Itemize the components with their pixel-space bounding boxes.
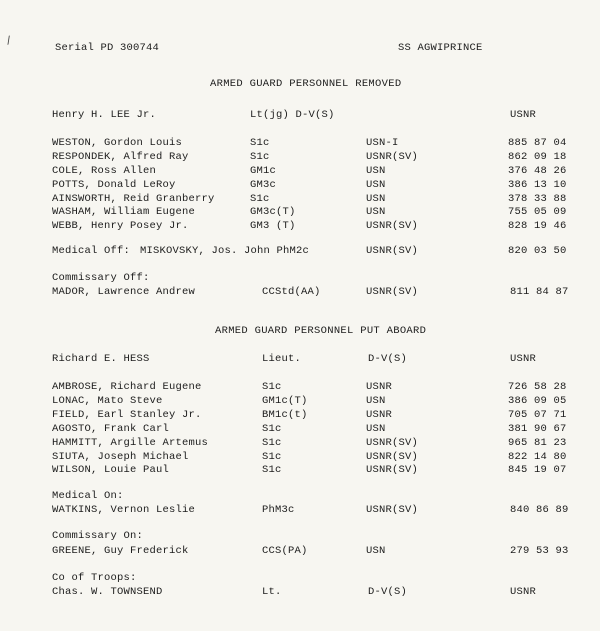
aboard-medical-branch: USNR(SV) [366, 504, 419, 516]
aboard-officer-branch: D-V(S) [368, 353, 408, 365]
crew-name: RESPONDEK, Alfred Ray [52, 151, 189, 163]
crew-serial: 862 09 18 [508, 151, 567, 163]
removed-commissary-name: MADOR, Lawrence Andrew [52, 286, 196, 298]
crew-branch: USN [366, 395, 386, 407]
crew-serial: 705 07 71 [508, 409, 567, 421]
aboard-commissary-branch: USN [366, 545, 386, 557]
removed-officer-serial: USNR [510, 109, 537, 121]
troops-branch: D-V(S) [368, 586, 408, 598]
removed-commissary-rank: CCStd(AA) [262, 286, 321, 298]
crew-branch: USN [366, 423, 386, 435]
crew-name: SIUTA, Joseph Michael [52, 451, 189, 463]
crew-name: WESTON, Gordon Louis [52, 137, 183, 149]
crew-serial: 965 81 23 [508, 437, 567, 449]
crew-name: WILSON, Louie Paul [52, 464, 170, 476]
crew-branch: USNR(SV) [366, 437, 419, 449]
serial-number: Serial PD 300744 [55, 42, 160, 54]
aboard-officer-serial: USNR [510, 353, 537, 365]
crew-name: WEBB, Henry Posey Jr. [52, 220, 189, 232]
crew-serial: 386 09 05 [508, 395, 567, 407]
crew-name: AGOSTO, Frank Carl [52, 423, 170, 435]
crew-rank: S1c [262, 381, 282, 393]
removed-officer-rank: Lt(jg) D-V(S) [250, 109, 335, 121]
troops-serial: USNR [510, 586, 537, 598]
aboard-commissary-rank: CCS(PA) [262, 545, 308, 557]
aboard-commissary-serial: 279 53 93 [510, 545, 569, 557]
troops-name: Chas. W. TOWNSEND [52, 586, 163, 598]
crew-rank: GM3c(T) [250, 206, 296, 218]
crew-branch: USNR [366, 409, 393, 421]
aboard-medical-label: Medical On: [52, 490, 124, 502]
crew-rank: GM3c [250, 179, 277, 191]
crew-name: HAMMITT, Argille Artemus [52, 437, 209, 449]
removed-medical-name: MISKOVSKY, Jos. John PhM2c [140, 245, 310, 257]
removed-medical-branch: USNR(SV) [366, 245, 419, 257]
crew-rank: S1c [262, 423, 282, 435]
crew-branch: USN [366, 206, 386, 218]
crew-serial: 755 05 09 [508, 206, 567, 218]
crew-name: FIELD, Earl Stanley Jr. [52, 409, 202, 421]
crew-name: WASHAM, William Eugene [52, 206, 196, 218]
aboard-medical-name: WATKINS, Vernon Leslie [52, 504, 196, 516]
removed-medical-serial: 820 03 50 [508, 245, 567, 257]
crew-rank: S1c [250, 151, 270, 163]
crew-branch: USNR(SV) [366, 464, 419, 476]
aboard-medical-serial: 840 86 89 [510, 504, 569, 516]
crew-serial: 386 13 10 [508, 179, 567, 191]
ship-name: SS AGWIPRINCE [398, 42, 483, 54]
crew-rank: S1c [262, 464, 282, 476]
crew-name: AINSWORTH, Reid Granberry [52, 193, 215, 205]
crew-rank: S1c [250, 193, 270, 205]
crew-serial: 828 19 46 [508, 220, 567, 232]
removed-commissary-branch: USNR(SV) [366, 286, 419, 298]
aboard-heading: ARMED GUARD PERSONNEL PUT ABOARD [215, 325, 427, 337]
crew-serial: 726 58 28 [508, 381, 567, 393]
crew-rank: GM1c [250, 165, 277, 177]
crew-name: POTTS, Donald LeRoy [52, 179, 176, 191]
crew-rank: S1c [262, 437, 282, 449]
aboard-officer-name: Richard E. HESS [52, 353, 150, 365]
crew-rank: BM1c(t) [262, 409, 308, 421]
troops-label: Co of Troops: [52, 572, 137, 584]
removed-heading: ARMED GUARD PERSONNEL REMOVED [210, 78, 402, 90]
removed-medical-label: Medical Off: [52, 245, 131, 257]
crew-rank: S1c [250, 137, 270, 149]
crew-serial: 378 33 88 [508, 193, 567, 205]
aboard-officer-rank: Lieut. [262, 353, 302, 365]
removed-officer-name: Henry H. LEE Jr. [52, 109, 157, 121]
crew-branch: USNR(SV) [366, 151, 419, 163]
aboard-commissary-name: GREENE, Guy Frederick [52, 545, 189, 557]
crew-serial: 885 87 04 [508, 137, 567, 149]
removed-commissary-serial: 811 84 87 [510, 286, 569, 298]
aboard-commissary-label: Commissary On: [52, 530, 144, 542]
crew-name: LONAC, Mato Steve [52, 395, 163, 407]
crew-branch: USN [366, 165, 386, 177]
crew-name: COLE, Ross Allen [52, 165, 157, 177]
crew-branch: USNR [366, 381, 393, 393]
crew-rank: GM1c(T) [262, 395, 308, 407]
crew-branch: USNR(SV) [366, 220, 419, 232]
crew-branch: USN-I [366, 137, 399, 149]
crew-serial: 376 48 26 [508, 165, 567, 177]
aboard-medical-rank: PhM3c [262, 504, 295, 516]
crew-rank: S1c [262, 451, 282, 463]
crew-serial: 845 19 07 [508, 464, 567, 476]
crew-branch: USN [366, 179, 386, 191]
crew-serial: 381 90 67 [508, 423, 567, 435]
removed-commissary-label: Commissary Off: [52, 272, 150, 284]
troops-rank: Lt. [262, 586, 282, 598]
corner-mark: / [4, 35, 15, 49]
crew-name: AMBROSE, Richard Eugene [52, 381, 202, 393]
crew-serial: 822 14 80 [508, 451, 567, 463]
crew-rank: GM3 (T) [250, 220, 296, 232]
crew-branch: USNR(SV) [366, 451, 419, 463]
crew-branch: USN [366, 193, 386, 205]
